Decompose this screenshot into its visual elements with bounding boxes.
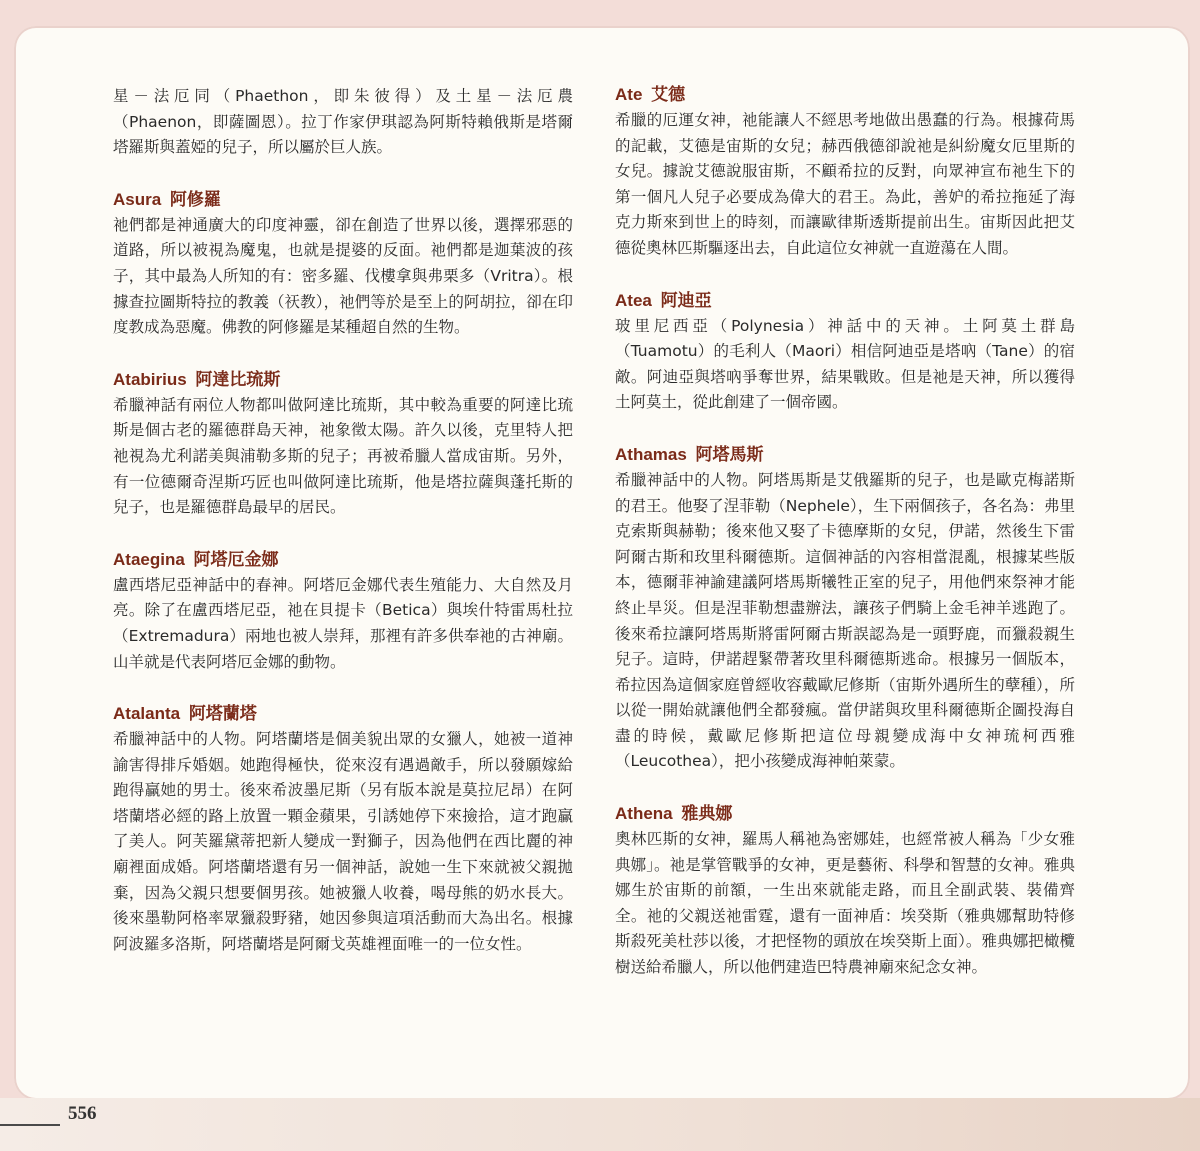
entry-title-zh: 阿修羅 bbox=[169, 189, 221, 209]
entry-title-en: Atea bbox=[615, 290, 652, 310]
continued-paragraph: 星－法厄同（Phaethon，即朱彼得）及土星－法厄農（Phaenon，即薩圖恩）。拉丁作家伊琪認為阿斯特賴俄斯是塔爾塔羅斯與蓋婭的兒子，所以屬於巨人族。 bbox=[113, 87, 573, 157]
entry-title-en: Ate bbox=[615, 85, 643, 104]
page-number-rule bbox=[0, 1124, 60, 1126]
entry-title bbox=[615, 290, 1075, 312]
entry-body: 奧林匹斯的女神，羅馬人稱祂為密娜娃，也經常被人稱為「少女雅典娜」。祂是掌管戰爭的女神，更是藝術、科學和智慧的女神。雅典娜生於宙斯的前額，一生出來就能走路，而且全副武裝、裝備齊全。祂的父親送祂雷霆，還有一面神盾：埃癸斯（雅典娜幫助特修斯殺死美杜莎以後，才把怪物的頭放在埃癸斯上面）。雅典娜把橄欖樹送給希臘人，所以他們建造巴特農神廟來紀念女神。 bbox=[615, 830, 1075, 977]
entry-body: 祂們都是神通廣大的印度神靈，卻在創造了世界以後，選擇邪惡的道路，所以被視為魔鬼，也就是提婆的反面。祂們都是迦葉波的孩子，其中最為人所知的有：密多羅、伐樓拿與弗栗多（Vritra）。根據查拉圖斯特拉的教義（祆教），祂們等於是至上的阿胡拉，卻在印度教成為惡魔。佛教的阿修羅是某種超自然的生物。 bbox=[113, 215, 573, 337]
entry-title-zh: 艾德 bbox=[651, 85, 686, 104]
page-number: 556 bbox=[68, 1103, 97, 1124]
entry-atabirius bbox=[113, 369, 573, 521]
entry-body: 希臘神話中的人物。阿塔馬斯是艾俄羅斯的兒子，也是歐克梅諾斯的君王。他娶了涅菲勒（Nephele），生下兩個孩子，各名為：弗里克索斯與赫勒；後來他又娶了卡德摩斯的女兒，伊諾，然後生下雷阿爾古斯和玫里科爾德斯。這個神話的內容相當混亂，根據某些版本，德爾菲神諭建議阿塔馬斯犧牲正室的兒子，用他們來祭神才能終止旱災。但是涅菲勒想盡辦法，讓孩子們騎上金毛神羊逃跑了。後來希拉讓阿塔馬斯將雷阿爾古斯誤認為是一頭野鹿，而獵殺親生兒子。這時，伊諾趕緊帶著玫里科爾德斯逃命。根據另一個版本，希拉因為這個家庭曾經收容戴歐尼修斯（宙斯外遇所生的孽種），所以從一開始就讓他們全都發瘋。當伊諾與玫里科爾德斯企圖投海自盡的時候，戴歐尼修斯把這位母親變成海中女神琉柯西雅（Leucothea），把小孩變成海神帕萊蒙。 bbox=[615, 470, 1075, 771]
entry-title-zh: 阿塔蘭塔 bbox=[188, 704, 257, 724]
entry-body: 盧西塔尼亞神話中的春神。阿塔厄金娜代表生殖能力、大自然及月亮。除了在盧西塔尼亞，祂在貝提卡（Betica）與埃什特雷馬杜拉（Extremadura）兩地也被人崇拜，那裡有許多供奉祂的古神廟。山羊就是代表阿塔厄金娜的動物。 bbox=[113, 575, 573, 671]
entry-title bbox=[113, 703, 573, 725]
page-bottom-edge bbox=[0, 1098, 1200, 1151]
right-column bbox=[615, 84, 1075, 981]
entry-title bbox=[615, 84, 1075, 106]
entry-title-en: Athamas bbox=[615, 444, 687, 464]
entry-asura bbox=[113, 189, 573, 341]
entry-body: 希臘的厄運女神，祂能讓人不經思考地做出愚蠢的行為。根據荷馬的記載，艾德是宙斯的女兒；赫西俄德卻說祂是糾紛魔女厄里斯的女兒。據說艾德說服宙斯，不顧希拉的反對，向眾神宣布祂生下的第一個凡人兒子必要成為偉大的君王。為此，善妒的希拉拖延了海克力斯來到世上的時刻，而讓歐律斯透斯提前出生。宙斯因此把艾德從奧林匹斯驅逐出去，自此這位女神就一直遊蕩在人間。 bbox=[615, 111, 1075, 257]
entry-title-zh: 雅典娜 bbox=[681, 804, 733, 824]
entry-title bbox=[113, 549, 573, 571]
left-column bbox=[113, 84, 573, 957]
entry-athamas bbox=[615, 444, 1075, 775]
entry-body: 希臘神話中的人物。阿塔蘭塔是個美貌出眾的女獵人，她被一道神諭害得排斥婚姻。她跑得極快，從來沒有遇過敵手，所以發願嫁給跑得贏她的男士。後來希波墨尼斯（另有版本說是莫拉尼昂）在阿塔蘭塔必經的路上放置一顆金蘋果，引誘她停下來撿拾，這才跑贏了美人。阿芙羅黛蒂把新人變成一對獅子，因為他們在西比麗的神廟裡面成婚。阿塔蘭塔還有另一個神話，說她一生下來就被父親拋棄，因為父親只想要個男孩。她被獵人收養，喝母熊的奶水長大。後來墨勒阿格率眾獵殺野豬，她因參與這項活動而大為出名。根據阿波羅多洛斯，阿塔蘭塔是阿爾戈英雄裡面唯一的一位女性。 bbox=[113, 730, 573, 953]
entry-title-zh: 阿迪亞 bbox=[660, 290, 712, 310]
entry-atea bbox=[615, 290, 1075, 416]
entry-title-en: Asura bbox=[113, 189, 162, 209]
entry-body: 希臘神話有兩位人物都叫做阿達比琉斯，其中較為重要的阿達比琉斯是個古老的羅德群島天神，祂象徵太陽。許久以後，克里特人把祂視為尤利諾美與浦勒多斯的兒子；再被希臘人當成宙斯。另外，有一位德爾奇涅斯巧匠也叫做阿達比琉斯，他是塔拉薩與蓬托斯的兒子，也是羅德群島最早的居民。 bbox=[113, 395, 573, 517]
entry-title-en: Athena bbox=[615, 804, 673, 824]
entry-athena bbox=[615, 803, 1075, 981]
entry-title bbox=[113, 189, 573, 211]
entry-title bbox=[615, 444, 1075, 466]
entry-title-en: Atalanta bbox=[113, 704, 181, 724]
entry-title bbox=[615, 803, 1075, 825]
entry-title-en: Atabirius bbox=[113, 369, 187, 389]
entry-title-zh: 阿塔厄金娜 bbox=[193, 549, 279, 569]
entry-title-zh: 阿塔馬斯 bbox=[695, 444, 764, 464]
entry-body: 玻里尼西亞（Polynesia）神話中的天神。土阿莫土群島（Tuamotu）的毛利人（Maori）相信阿迪亞是塔吶（Tane）的宿敵。阿迪亞與塔吶爭奪世界，結果戰敗。但是祂是天神，所以獲得土阿莫土，從此創建了一個帝國。 bbox=[615, 316, 1075, 412]
entry-title-zh: 阿達比琉斯 bbox=[195, 369, 281, 389]
entry-ataegina bbox=[113, 549, 573, 675]
entry-title-en: Ataegina bbox=[113, 549, 185, 569]
entry-atalanta bbox=[113, 703, 573, 957]
entry-ate bbox=[615, 84, 1075, 262]
entry-title bbox=[113, 369, 573, 391]
